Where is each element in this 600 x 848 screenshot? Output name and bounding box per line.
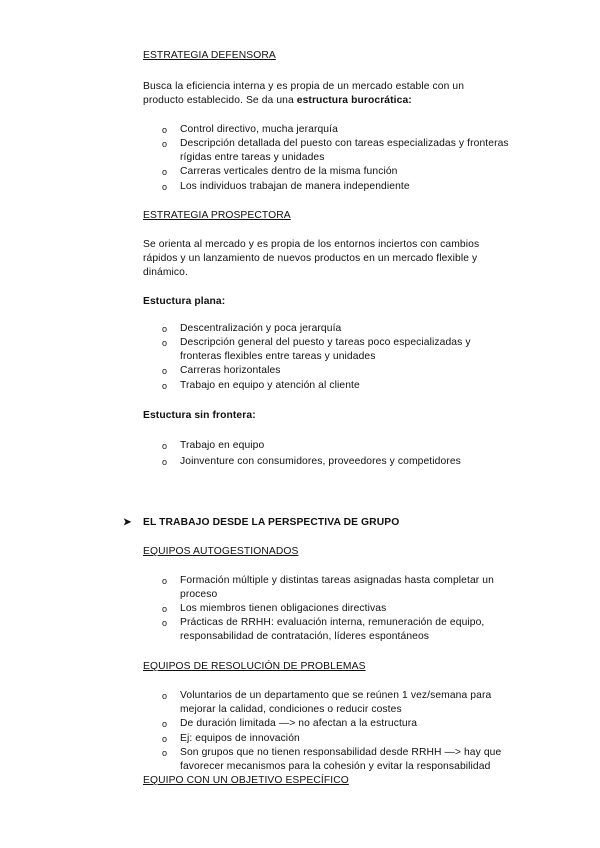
list-item: Trabajo en equipo y atención al cliente: [180, 380, 360, 391]
paragraph-line: dinámico.: [143, 267, 188, 278]
bullet-marker: o: [162, 604, 168, 614]
paragraph-line: rápidos y un lanzamiento de nuevos productos en un mercado flexible y: [143, 253, 478, 264]
list-item-continuation: favorecer mecanismos para la cohesión y evitar la responsabilidad: [180, 761, 491, 772]
list-item-continuation: responsabilidad de contratación, líderes espontáneos: [180, 631, 430, 642]
bullet-marker: o: [162, 366, 168, 376]
subheading-estructura-sin-frontera: Estuctura sin frontera:: [143, 410, 256, 421]
list-item: Descripción detallada del puesto con tareas especializadas y fronteras: [180, 138, 509, 149]
paragraph-line: Se orienta al mercado y es propia de los entornos inciertos con cambios: [143, 239, 480, 250]
bullet-marker: o: [162, 691, 168, 701]
bullet-marker: o: [162, 182, 168, 192]
heading-equipo-objetivo-especifico: EQUIPO CON UN OBJETIVO ESPECÍFICO: [143, 775, 349, 786]
bullet-marker: o: [162, 457, 168, 467]
heading-estrategia-defensora: ESTRATEGIA DEFENSORA: [143, 50, 276, 61]
list-item: De duración limitada —> no afectan a la estructura: [180, 718, 418, 729]
list-item: Joinventure con consumidores, proveedores y competidores: [180, 456, 461, 467]
bullet-marker: o: [162, 324, 168, 334]
bullet-marker: o: [162, 748, 168, 758]
list-item: Descripción general del puesto y tareas poco especializadas y: [180, 337, 471, 348]
list-item: Voluntarios de un departamento que se reúnen 1 vez/semana para: [180, 690, 492, 701]
list-item: Carreras horizontales: [180, 365, 281, 376]
heading-estrategia-prospectora: ESTRATEGIA PROSPECTORA: [143, 210, 291, 221]
bullet-marker: o: [162, 139, 168, 149]
list-item: Formación múltiple y distintas tareas asignadas hasta completar un: [180, 575, 494, 586]
bullet-marker: o: [162, 381, 168, 391]
list-item-continuation: rígidas entre tareas y unidades: [180, 152, 325, 163]
bold-term-estructura-burocratica: estructura burocrática:: [296, 95, 412, 106]
bullet-marker: o: [162, 576, 168, 586]
heading-trabajo-perspectiva-grupo: EL TRABAJO DESDE LA PERSPECTIVA DE GRUPO: [143, 517, 400, 528]
paragraph-line: Busca la eficiencia interna y es propia de un mercado estable con un: [143, 81, 465, 92]
paragraph-line: [143, 94, 412, 108]
list-item-continuation: proceso: [180, 589, 218, 600]
list-item-continuation: mejorar la calidad, condiciones o reducir costes: [180, 704, 402, 715]
list-item-continuation: fronteras flexibles entre tareas y unidades: [180, 351, 376, 362]
list-item: Descentralización y poca jerarquía: [180, 323, 342, 334]
paragraph-text: producto establecido. Se da una: [143, 95, 297, 106]
bullet-marker: o: [162, 719, 168, 729]
bullet-marker: o: [162, 734, 168, 744]
bullet-marker: o: [162, 125, 168, 135]
heading-equipos-autogestionados: EQUIPOS AUTOGESTIONADOS: [143, 546, 299, 557]
list-item: Los individuos trabajan de manera independiente: [180, 181, 410, 192]
arrow-bullet-icon: ➤: [123, 517, 132, 528]
heading-equipos-resolucion-problemas: EQUIPOS DE RESOLUCIÓN DE PROBLEMAS: [143, 661, 366, 672]
list-item: Control directivo, mucha jerarquía: [180, 124, 338, 135]
bullet-marker: o: [162, 441, 168, 451]
list-item: Los miembros tienen obligaciones directivas: [180, 603, 387, 614]
list-item: Son grupos que no tienen responsabilidad desde RRHH —> hay que: [180, 747, 502, 758]
list-item: Prácticas de RRHH: evaluación interna, remuneración de equipo,: [180, 617, 485, 628]
list-item: Ej: equipos de innovación: [180, 733, 300, 744]
list-item: Trabajo en equipo: [180, 440, 265, 451]
bullet-marker: o: [162, 618, 168, 628]
bullet-marker: o: [162, 338, 168, 348]
bullet-marker: o: [162, 167, 168, 177]
list-item: Carreras verticales dentro de la misma función: [180, 166, 398, 177]
subheading-estructura-plana: Estuctura plana:: [143, 296, 226, 307]
